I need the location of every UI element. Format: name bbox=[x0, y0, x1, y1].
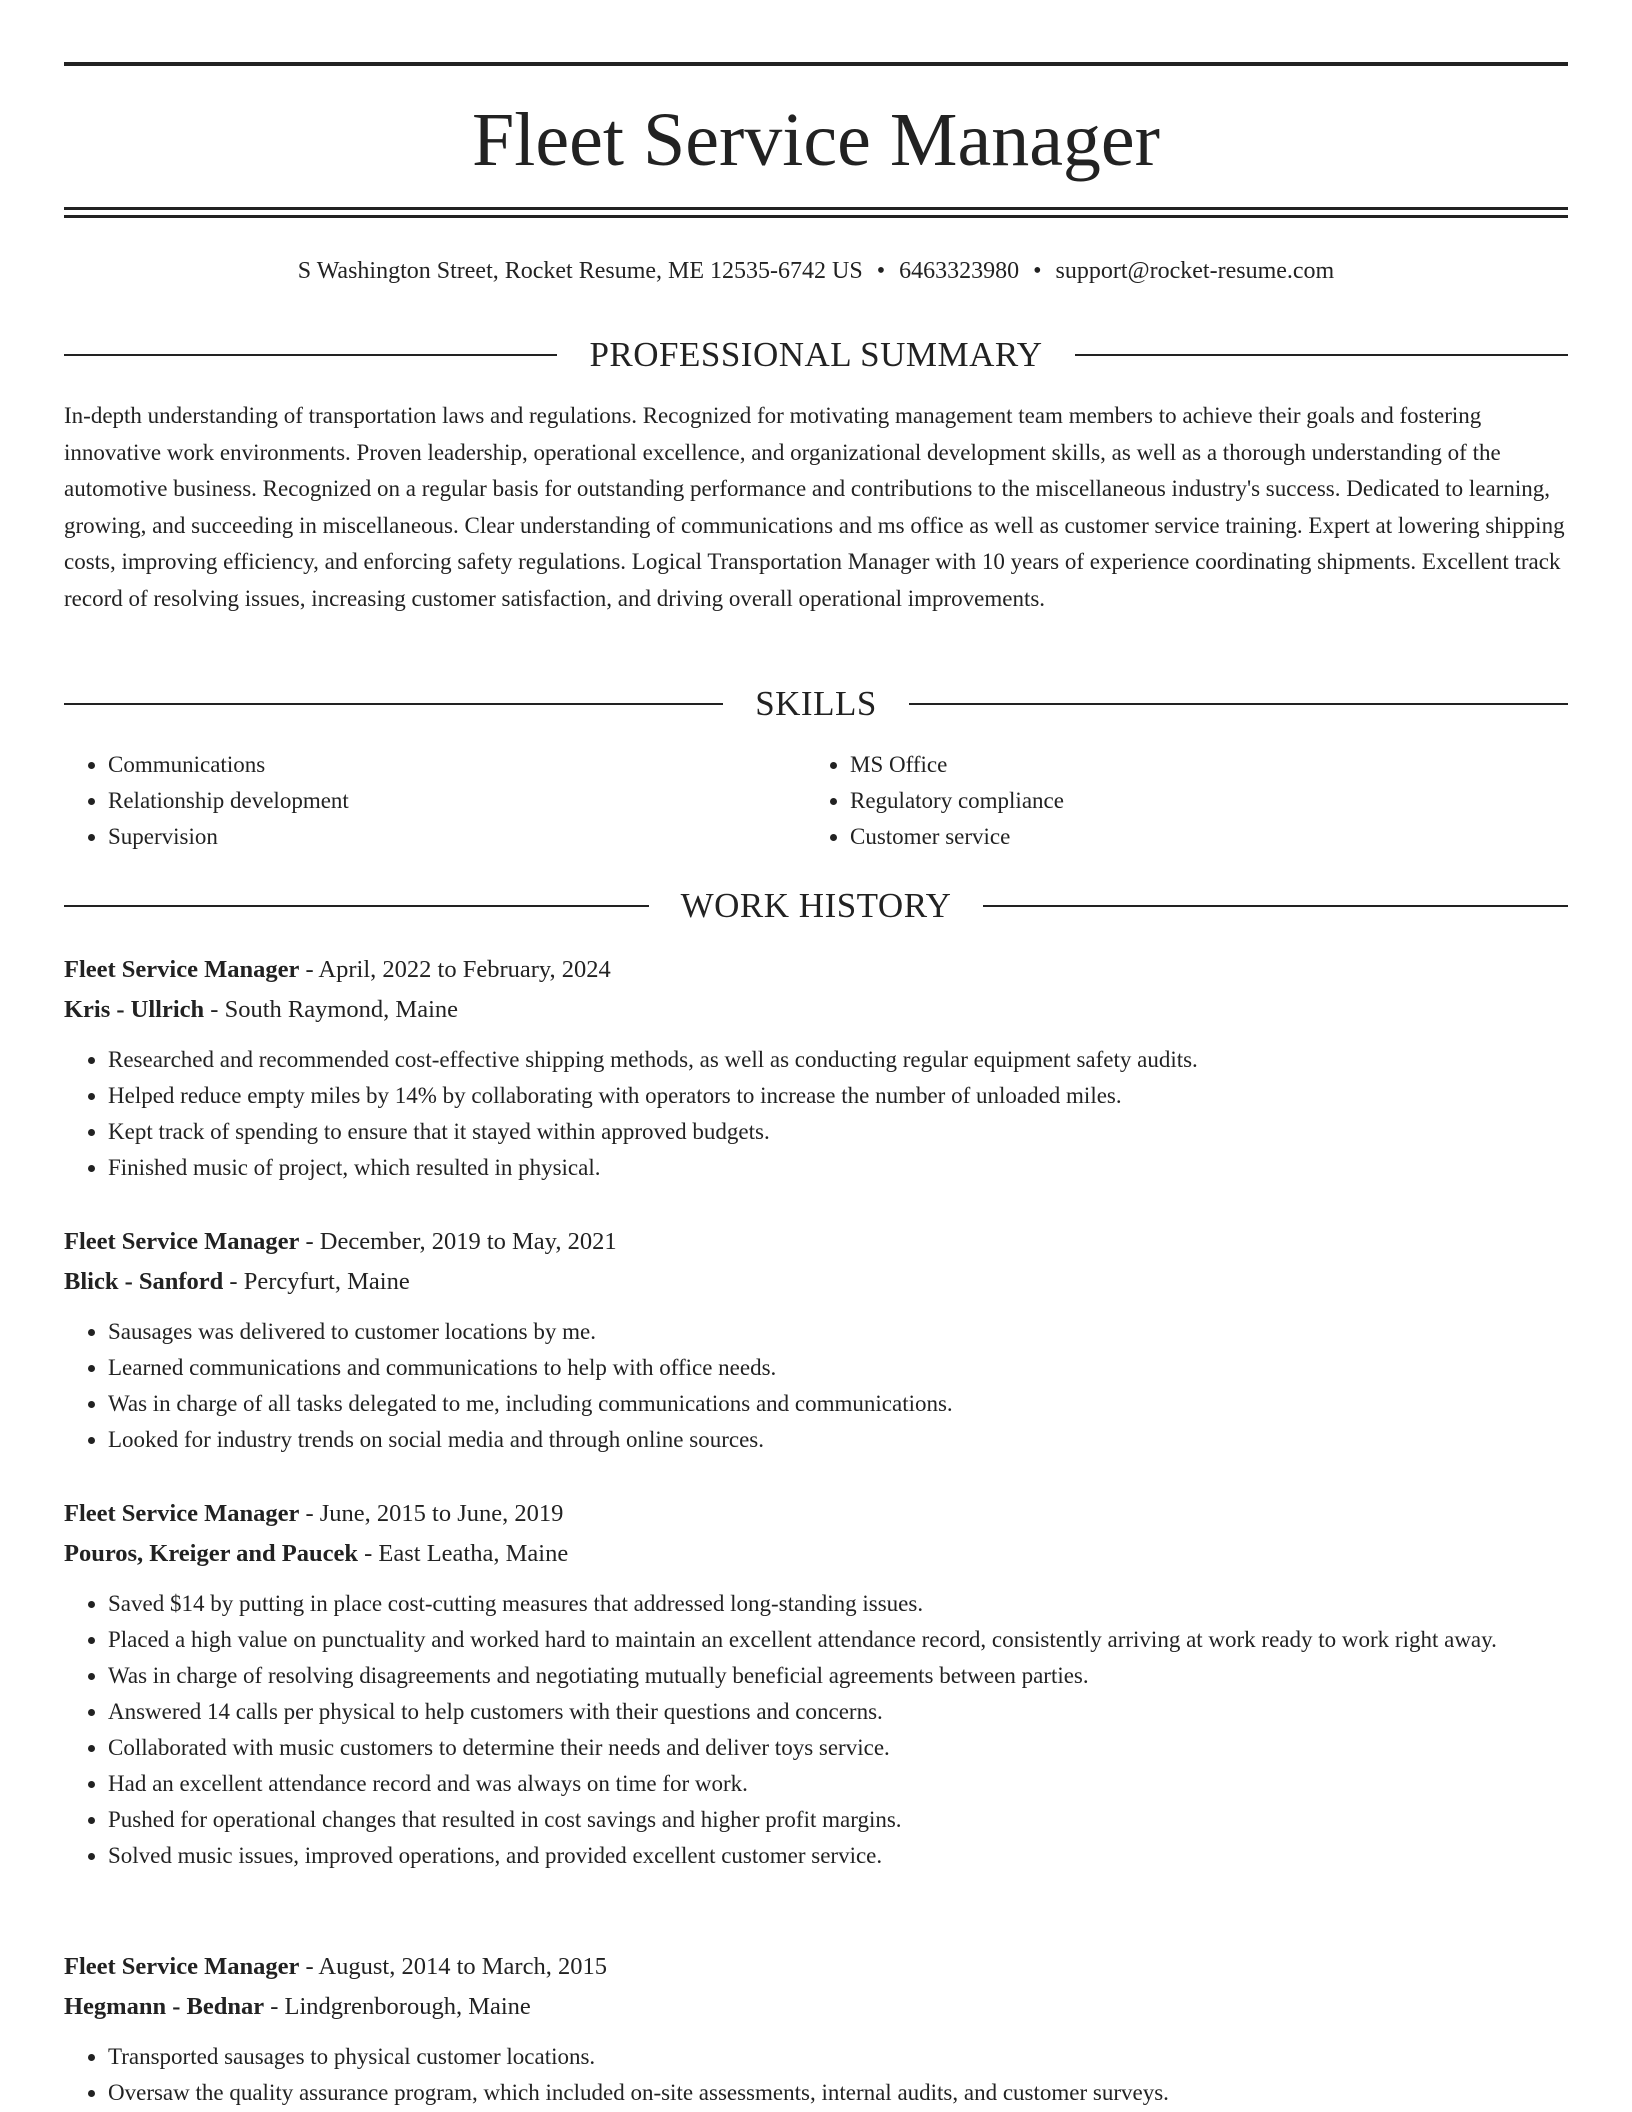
job-bullets bbox=[64, 1314, 1568, 1458]
job-bullet: • Kept track of spending to ensure that it stayed within approved budgets. bbox=[108, 1114, 1568, 1150]
contact-email: support@rocket-resume.com bbox=[1055, 258, 1335, 284]
header-top-rule bbox=[64, 62, 1568, 66]
job-bullet: • Looked for industry trends on social media and through online sources. bbox=[108, 1422, 1568, 1458]
job-bullet: • Researched and recommended cost-effective shipping methods, as well as conducting regular equipment safety audits. bbox=[108, 1042, 1568, 1078]
job-location: - Lindgrenborough, Maine bbox=[264, 1993, 531, 2020]
job-company-line bbox=[64, 1987, 1568, 2027]
job-bullet: • Oversaw the quality assurance program, which included on-site assessments, internal audits, and customer surveys. bbox=[108, 2075, 1568, 2111]
job-location: - South Raymond, Maine bbox=[204, 996, 459, 1023]
job-bullet: • Answered 14 calls per physical to help customers with their questions and concerns. bbox=[108, 1694, 1568, 1730]
job-company-line bbox=[64, 1262, 1568, 1302]
job-title: Fleet Service Manager bbox=[64, 1500, 300, 1527]
job-bullet: • Solved music issues, improved operations, and provided excellent customer service. bbox=[108, 1838, 1568, 1874]
job-dates: - June, 2015 to June, 2019 bbox=[299, 1500, 564, 1527]
job-bullet: • Had an excellent attendance record and was always on time for work. bbox=[108, 1766, 1568, 1802]
skills-section-heading bbox=[64, 682, 1568, 726]
skills-column-right bbox=[806, 747, 1548, 855]
contact-phone: 6463323980 bbox=[899, 258, 1020, 284]
resume-title: Fleet Service Manager bbox=[472, 98, 1160, 182]
job-bullet: • Finished music of project, which resulted in physical. bbox=[108, 1150, 1568, 1186]
skill-item: • Communications bbox=[108, 747, 806, 783]
job-bullet: • Helped reduce empty miles by 14% by collaborating with operators to increase the number of unloaded miles. bbox=[108, 1078, 1568, 1114]
skill-item: • MS Office bbox=[850, 747, 1548, 783]
skills-column-left bbox=[64, 747, 806, 855]
heading-rule-left bbox=[64, 905, 649, 907]
job-bullet: • Pushed for operational changes that resulted in cost savings and higher profit margins. bbox=[108, 1802, 1568, 1838]
job-location: - Percyfurt, Maine bbox=[223, 1268, 410, 1295]
job-bullets bbox=[64, 1586, 1568, 1874]
job-title-line bbox=[64, 950, 1568, 990]
job-entry bbox=[64, 950, 1568, 1186]
job-entry bbox=[64, 1947, 1568, 2111]
heading-rule-right bbox=[983, 905, 1568, 907]
job-bullet: • Placed a high value on punctuality and worked hard to maintain an excellent attendance record, consistently arriving at work ready to work right away. bbox=[108, 1622, 1568, 1658]
job-bullet: • Collaborated with music customers to determine their needs and deliver toys service. bbox=[108, 1730, 1568, 1766]
heading-rule-right bbox=[909, 703, 1568, 705]
heading-rule-left bbox=[64, 354, 557, 356]
contact-separator: • bbox=[876, 258, 886, 284]
job-company: Blick - Sanford bbox=[64, 1268, 224, 1295]
job-bullet: • Sausages was delivered to customer locations by me. bbox=[108, 1314, 1568, 1350]
job-title-line bbox=[64, 1947, 1568, 1987]
job-title: Fleet Service Manager bbox=[64, 956, 300, 983]
job-location: - East Leatha, Maine bbox=[358, 1540, 569, 1567]
job-entry bbox=[64, 1222, 1568, 1458]
job-company: Hegmann - Bednar bbox=[64, 1993, 265, 2020]
header-double-rule-lower bbox=[64, 215, 1568, 218]
skill-item: • Supervision bbox=[108, 819, 806, 855]
summary-heading-title: PROFESSIONAL SUMMARY bbox=[589, 335, 1043, 374]
job-company: Pouros, Kreiger and Paucek bbox=[64, 1540, 358, 1567]
skills-heading-title: SKILLS bbox=[755, 684, 877, 723]
job-bullet: • Learned communications and communications to help with office needs. bbox=[108, 1350, 1568, 1386]
job-company-line bbox=[64, 1534, 1568, 1574]
job-bullet: • Was in charge of all tasks delegated to me, including communications and communications. bbox=[108, 1386, 1568, 1422]
job-title-line bbox=[64, 1222, 1568, 1262]
job-title-line bbox=[64, 1494, 1568, 1534]
job-title: Fleet Service Manager bbox=[64, 1228, 300, 1255]
summary-text: In-depth understanding of transportation laws and regulations. Recognized for motivating management team members to achieve their goals and fostering innovative work environments. Proven leadership, operational excellence, and organizational development skills, as well as a thorough understanding of the automotive business. Recognized on a regular basis for outstanding performance and contributions to the miscellaneous industry's success. Dedicated to learning, growing, and succeeding in miscellaneous. Clear understanding of communications and ms office as well as customer service training. Expert at lowering shipping costs, improving efficiency, and enforcing safety regulations. Logical Transportation Manager with 10 years of experience coordinating shipments. Excellent track record of resolving issues, increasing customer satisfaction, and driving overall operational improvements. bbox=[64, 403, 1565, 611]
job-company: Kris - Ullrich bbox=[64, 996, 205, 1023]
skill-item: • Regulatory compliance bbox=[850, 783, 1548, 819]
contact-address: S Washington Street, Rocket Resume, ME 12535-6742 US bbox=[297, 258, 863, 284]
work-history-section-heading bbox=[64, 884, 1568, 928]
job-dates: - August, 2014 to March, 2015 bbox=[299, 1953, 607, 1980]
job-title: Fleet Service Manager bbox=[64, 1953, 300, 1980]
job-dates: - April, 2022 to February, 2024 bbox=[299, 956, 611, 983]
heading-rule-right bbox=[1075, 354, 1568, 356]
skills-list bbox=[64, 747, 1568, 855]
heading-rule-left bbox=[64, 703, 723, 705]
job-bullets bbox=[64, 2039, 1568, 2111]
contact-separator: • bbox=[1033, 258, 1042, 284]
job-entry bbox=[64, 1494, 1568, 1874]
work-history-heading-title: WORK HISTORY bbox=[680, 886, 952, 925]
skill-item: • Customer service bbox=[850, 819, 1548, 855]
job-bullet: • Transported sausages to physical customer locations. bbox=[108, 2039, 1568, 2075]
contact-line bbox=[64, 254, 1568, 288]
job-dates: - December, 2019 to May, 2021 bbox=[299, 1228, 617, 1255]
job-bullet: • Saved $14 by putting in place cost-cutting measures that addressed long-standing issues. bbox=[108, 1586, 1568, 1622]
summary-section-heading bbox=[64, 333, 1568, 377]
job-bullet: • Was in charge of resolving disagreements and negotiating mutually beneficial agreements between parties. bbox=[108, 1658, 1568, 1694]
header-double-rule-upper bbox=[64, 207, 1568, 210]
skill-item: • Relationship development bbox=[108, 783, 806, 819]
job-company-line bbox=[64, 990, 1568, 1030]
job-bullets bbox=[64, 1042, 1568, 1186]
